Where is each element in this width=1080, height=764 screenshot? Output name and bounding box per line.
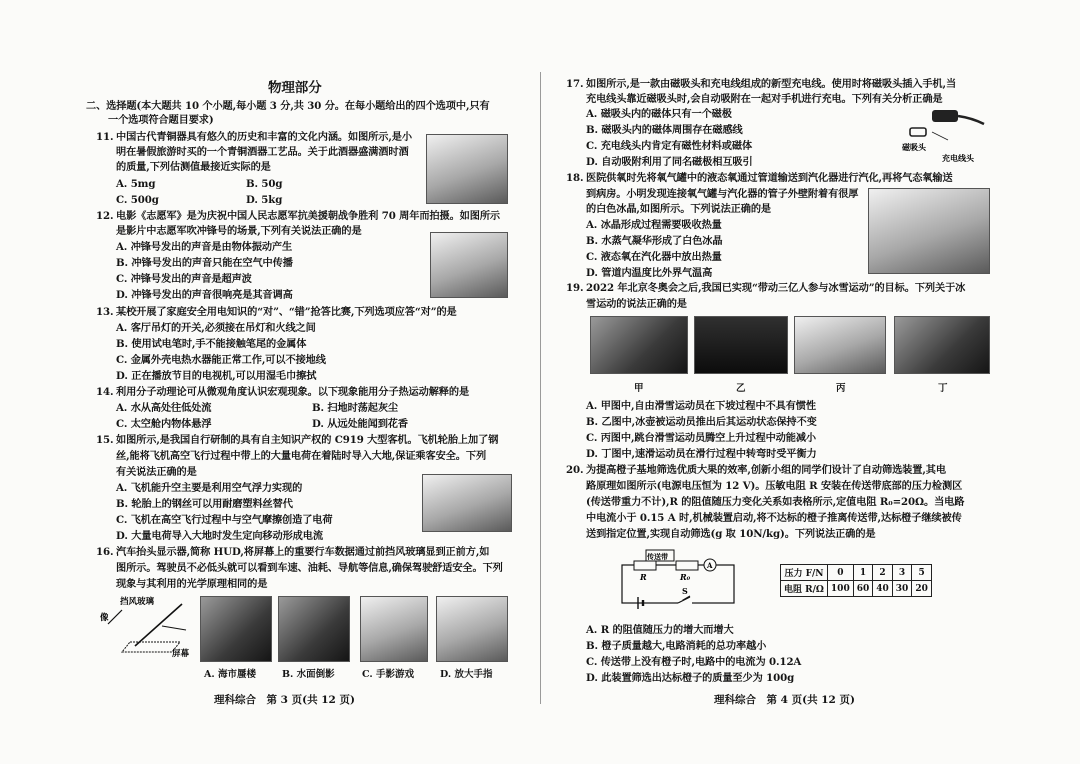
page-divider (540, 72, 541, 704)
table-cell: 1 (853, 565, 873, 581)
q20-stem-line2: 路原理如图所示(电源电压恒为 12 V)。压敏电阻 R 安装在传送带底部的压力检测区 (586, 480, 963, 492)
table-cell: 压力 F/N (781, 565, 828, 581)
section-instruction-line2: 一个选项符合题目要求) (108, 114, 214, 126)
q13-option-a: A. 客厅吊灯的开关,必须接在吊灯和火线之间 (116, 322, 316, 334)
q17-option-a: A. 磁吸头内的磁体只有一个磁极 (586, 108, 732, 120)
q20-option-b: B. 橙子质量越大,电路消耗的总功率越小 (586, 640, 767, 652)
circuit-diagram (618, 546, 738, 610)
q11-stem-line3: 的质量,下列估测值最接近实际的是 (116, 161, 271, 173)
q20-option-d: D. 此装置筛选出达标橙子的质量至少为 100g (586, 672, 795, 684)
q15-option-b: B. 轮胎上的钢丝可以用耐磨塑料丝替代 (116, 498, 293, 510)
q20-stem-line5: 送到指定位置,实现自动筛选(g 取 10N/kg)。下列说法正确的是 (586, 528, 876, 540)
water-reflection-photo (278, 596, 350, 662)
table-cell: 100 (827, 581, 853, 597)
pressure-resistance-table (780, 564, 932, 597)
c919-aircraft-photo (422, 474, 512, 532)
table-cell: 3 (892, 565, 912, 581)
curling-photo (694, 316, 788, 374)
table-cell: 5 (912, 565, 932, 581)
q16-number: 16. (96, 546, 114, 558)
q12-number: 12. (96, 210, 114, 222)
q20-option-a: A. R 的阻值随压力的增大而增大 (586, 624, 734, 636)
q19-number: 19. (566, 282, 584, 294)
q18-stem-line1: 医院供氧时先将氧气罐中的液态氧通过管道输送到汽化器进行汽化,再将气态氧输送 (586, 172, 953, 184)
q13-option-d: D. 正在播放节目的电视机,可以用湿毛巾擦拭 (116, 370, 317, 382)
q18-option-c: C. 液态氧在汽化器中放出热量 (586, 251, 722, 263)
q19-stem-line2: 雪运动的说法正确的是 (586, 298, 687, 310)
q16-option-c: C. 手影游戏 (362, 669, 415, 680)
charging-cable-label: 充电线头 (942, 153, 974, 163)
table-cell: 40 (873, 581, 893, 597)
q20-stem-line4: 中电流小于 0.15 A 时,机械装置启动,将不达标的橙子推离传送带,达标橙子继续被传 (586, 512, 962, 524)
physics-heading: 物理部分 (268, 80, 322, 96)
table-row (781, 581, 932, 597)
q19-option-c: C. 丙图中,跳台滑雪运动员腾空上升过程中动能减小 (586, 432, 817, 444)
q14-stem-line1: 利用分子动理论可从微观角度认识宏观现象。以下现象能用分子热运动解释的是 (116, 386, 470, 398)
q18-option-a: A. 冰晶形成过程需要吸收热量 (586, 219, 722, 231)
q13-number: 13. (96, 306, 114, 318)
q16-option-d: D. 放大手指 (440, 669, 493, 680)
q19-stem-line1: 2022 年北京冬奥会之后,我国已实现“带动三亿人参与冰雪运动”的目标。下列关于冰 (586, 282, 966, 294)
resistor-r-label: R (640, 572, 647, 582)
q17-stem-line1: 如图所示,是一款由磁吸头和充电线组成的新型充电线。使用时将磁吸头插入手机,当 (586, 78, 957, 90)
q16-stem-line1: 汽车抬头显示器,简称 HUD,将屏幕上的重要行车数据通过前挡风玻璃显到正前方,如 (116, 546, 490, 558)
q14-option-d: D. 从远处能闻到花香 (312, 418, 408, 430)
caption-ding: 丁 (938, 383, 948, 394)
q20-stem-line3: (传送带重力不计),R 的阻值随压力变化关系如表格所示,定值电阻 R₀=20Ω。当电路 (586, 496, 965, 508)
q11-stem-line2: 明在暑假旅游时买的一个青铜酒器工艺品。关于此酒器盛满酒时酒 (116, 146, 409, 158)
speed-skating-photo (894, 316, 990, 374)
q18-number: 18. (566, 172, 584, 184)
table-cell: 60 (853, 581, 873, 597)
hud-diagram (100, 594, 200, 662)
caption-bing: 丙 (836, 383, 846, 394)
q18-option-d: D. 管道内温度比外界气温高 (586, 267, 713, 279)
bronze-vessel-photo (426, 134, 508, 204)
freestyle-skiing-photo (590, 316, 688, 374)
bugle-soldier-photo (430, 232, 508, 298)
table-cell: 30 (892, 581, 912, 597)
q20-option-c: C. 传送带上没有橙子时,电路中的电流为 0.12A (586, 656, 802, 668)
q14-option-a: A. 水从高处往低处流 (116, 402, 212, 414)
q13-option-c: C. 金属外壳电热水器能正常工作,可以不接地线 (116, 354, 326, 366)
q15-number: 15. (96, 434, 114, 446)
right-page (566, 0, 994, 764)
table-cell: 2 (873, 565, 893, 581)
table-cell: 20 (912, 581, 932, 597)
ammeter-label: A (707, 561, 713, 570)
caption-yi: 乙 (736, 383, 746, 394)
left-page (86, 0, 514, 764)
q17-option-b: B. 磁吸头内的磁体周围存在磁感线 (586, 124, 743, 136)
q14-number: 14. (96, 386, 114, 398)
resistor-r0-label: R₀ (680, 572, 691, 582)
switch-label: S (682, 586, 688, 596)
q13-option-b: B. 使用试电笔时,手不能接触笔尾的金属体 (116, 338, 307, 350)
q17-stem-line2: 充电线头靠近磁吸头时,会自动吸附在一起对手机进行充电。下列有关分析正确是 (586, 93, 943, 105)
screen-label: 屏幕 (172, 649, 190, 659)
q19-option-a: A. 甲图中,自由滑雪运动员在下坡过程中不具有惯性 (586, 400, 816, 412)
q11-number: 11. (96, 131, 114, 143)
q15-option-c: C. 飞机在高空飞行过程中与空气摩擦创造了电荷 (116, 514, 333, 526)
q17-number: 17. (566, 78, 584, 90)
table-cell: 0 (827, 565, 853, 581)
right-page-footer: 理科综合 第 4 页(共 12 页) (714, 694, 855, 706)
caption-jia: 甲 (634, 383, 644, 394)
ski-jumping-photo (794, 316, 886, 374)
q12-option-d: D. 冲锋号发出的声音很响亮是其音调高 (116, 289, 293, 301)
q20-number: 20. (566, 464, 584, 476)
q13-stem-line1: 某校开展了家庭安全用电知识的“对”、“错”抢答比赛,下列选项应答“对”的是 (116, 306, 457, 318)
q19-option-d: D. 丁图中,速滑运动员在滑行过程中转弯时受平衡力 (586, 448, 817, 460)
q15-option-d: D. 大量电荷导入大地时发生定向移动形成电流 (116, 530, 323, 542)
q14-option-b: B. 扫地时荡起灰尘 (312, 402, 399, 414)
q15-stem-line3: 有关说法正确的是 (116, 466, 197, 478)
q18-stem-line3: 的白色冰晶,如图所示。下列说法正确的是 (586, 203, 772, 215)
left-page-footer: 理科综合 第 3 页(共 12 页) (214, 694, 355, 706)
magnifier-finger-photo (436, 596, 508, 662)
q16-option-b: B. 水面倒影 (282, 669, 335, 680)
q16-stem-line2: 图所示。驾驶员不必低头就可以看到车速、油耗、导航等信息,确保驾驶舒适安全。下列 (116, 562, 503, 574)
q11-option-b: B. 50g (246, 178, 283, 190)
q11-option-d: D. 5kg (246, 194, 283, 206)
q16-option-a: A. 海市蜃楼 (204, 669, 256, 680)
q18-option-b: B. 水蒸气凝华形成了白色冰晶 (586, 235, 723, 247)
q12-option-c: C. 冲锋号发出的声音是超声波 (116, 273, 252, 285)
section-instruction-line1: 二、选择题(本大题共 10 个小题,每小题 3 分,共 30 分。在每小题给出的四个选项中,只有 (86, 100, 490, 112)
table-row (781, 565, 932, 581)
q12-stem-line2: 是影片中志愿军吹冲锋号的场景,下列有关说法正确的是 (116, 225, 362, 237)
hand-shadow-photo (360, 596, 428, 662)
q12-option-a: A. 冲锋号发出的声音是由物体振动产生 (116, 241, 293, 253)
frosted-pipe-photo (868, 188, 990, 274)
q12-stem-line1: 电影《志愿军》是为庆祝中国人民志愿军抗美援朝战争胜利 70 周年而拍摄。如图所示 (116, 210, 501, 222)
q11-stem-line1: 中国古代青铜器具有悠久的历史和丰富的文化内涵。如图所示,是小 (116, 131, 412, 143)
q14-option-c: C. 太空舱内物体悬浮 (116, 418, 212, 430)
q18-stem-line2: 到病房。小明发现连接氧气罐与汽化器的管子外壁附着有很厚 (586, 188, 859, 200)
q19-option-b: B. 乙图中,冰壶被运动员推出后其运动状态保持不变 (586, 416, 817, 428)
image-label: 像 (100, 613, 109, 623)
q16-stem-line3: 现象与其利用的光学原理相同的是 (116, 578, 268, 590)
table-cell: 电阻 R/Ω (781, 581, 828, 597)
mirage-photo (200, 596, 272, 662)
q15-option-a: A. 飞机能升空主要是利用空气浮力实现的 (116, 482, 303, 494)
q15-stem-line1: 如图所示,是我国自行研制的具有自主知识产权的 C919 大型客机。飞机轮胎上加了钢 (116, 434, 499, 446)
q11-option-c: C. 500g (116, 194, 159, 206)
q15-stem-line2: 丝,能将飞机高空飞行过程中带上的大量电荷在着陆时导入大地,保证乘客安全。下列 (116, 450, 487, 462)
magnetic-head-label: 磁吸头 (902, 142, 926, 152)
q11-option-a: A. 5mg (116, 178, 156, 190)
windshield-label: 挡风玻璃 (120, 597, 155, 607)
magnetic-charger-diagram (902, 106, 988, 164)
q17-option-c: C. 充电线头内肯定有磁性材料或磁体 (586, 140, 753, 152)
q12-option-b: B. 冲锋号发出的声音只能在空气中传播 (116, 257, 293, 269)
q20-stem-line1: 为提高橙子基地筛选优质大果的效率,创新小组的同学们设计了自动筛选装置,其电 (586, 464, 946, 476)
conveyor-label: 传送带 (647, 552, 668, 561)
q17-option-d: D. 自动吸附利用了同名磁极相互吸引 (586, 156, 753, 168)
